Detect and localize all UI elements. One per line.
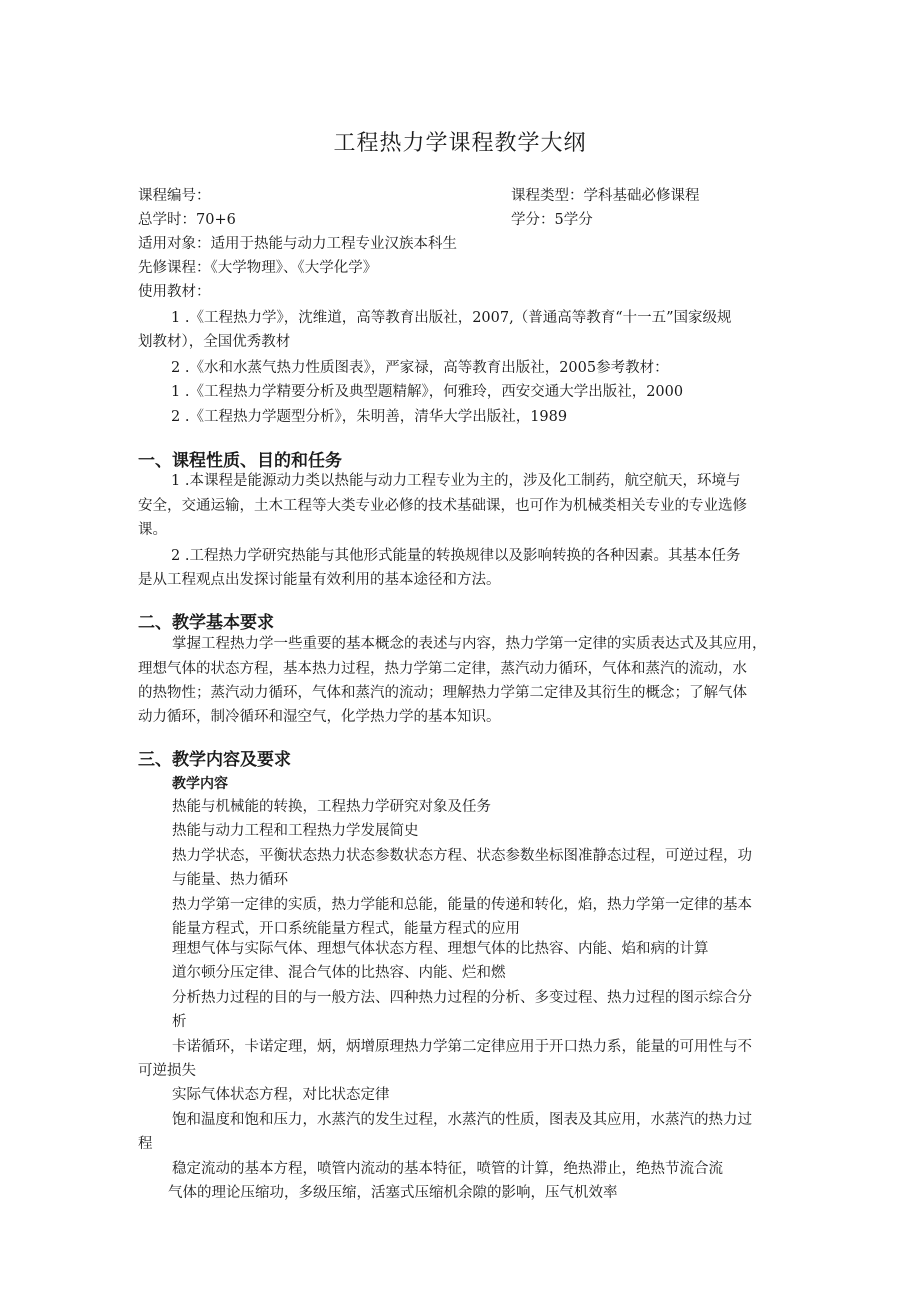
content-line: 卡诺循环，卡诺定理，炳，炳增原理热力学第二定律应用于开口热力系，能量的可用性与不 <box>172 1039 752 1055</box>
course-code: 课程编号： <box>138 188 211 204</box>
textbook-line: 划教材），全国优秀教材 <box>138 334 291 350</box>
target-audience: 适用对象：适用于热能与动力工程专业汉族本科生 <box>138 236 457 252</box>
content-line: 气体的理论压缩功，多级压缩，活塞式压缩机余隙的影响，压气机效率 <box>168 1185 618 1201</box>
section-1-heading: 一、课程性质、目的和任务 <box>138 451 342 471</box>
section-2-line: 掌握工程热力学一些重要的基本概念的表述与内容，热力学第一定律的实质表达式及其应用， <box>172 636 767 652</box>
content-line: 能量方程式，开口系统能量方程式，能量方程式的应用 <box>172 921 520 937</box>
total-hours: 总学时：70+6 <box>138 212 236 228</box>
section-2-heading: 二、教学基本要求 <box>138 613 274 633</box>
content-line: 饱和温度和饱和压力，水蒸汽的发生过程，水蒸汽的性质，图表及其应用，水蒸汽的热力过 <box>172 1112 752 1128</box>
content-line: 热力学第一定律的实质，热力学能和总能，能量的传递和转化，焰，热力学第一定律的基本 <box>172 897 752 913</box>
section-3-subheading: 教学内容 <box>172 776 228 792</box>
section-1-line: 1 .本课程是能源动力类以热能与动力工程专业为主的，涉及化工制药，航空航天，环境与 <box>171 473 741 489</box>
content-line: 热能与机械能的转换，工程热力学研究对象及任务 <box>172 799 491 815</box>
section-3-heading: 三、教学内容及要求 <box>138 750 291 770</box>
section-1-line: 安全，交通运输，土木工程等大类专业必修的技术基础课，也可作为机械类相关专业的专业选修 <box>138 498 747 514</box>
content-line: 可逆损失 <box>138 1063 196 1079</box>
textbook-line: 1 .《工程热力学》，沈维道，高等教育出版社，2007,（普通高等教育“十一五”国家级规 <box>171 310 732 326</box>
content-line: 分析热力过程的目的与一般方法、四种热力过程的分析、多变过程、热力过程的图示综合分 <box>172 990 752 1006</box>
course-type: 课程类型：学科基础必修课程 <box>511 188 700 204</box>
document-title: 工程热力学课程教学大纲 <box>333 131 587 156</box>
section-1-line: 2 .工程热力学研究热能与其他形式能量的转换规律以及影响转换的各种因素。其基本任务 <box>171 548 741 564</box>
textbook-line: 1 .《工程热力学精要分析及典型题精解》，何雅玲，西安交通大学出版社，2000 <box>171 384 684 400</box>
textbook-label: 使用教材： <box>138 284 211 300</box>
section-1-line: 是从工程观点出发探讨能量有效利用的基本途径和方法。 <box>138 572 501 588</box>
content-line: 理想气体与实际气体、理想气体状态方程、理想气体的比热容、内能、焰和病的计算 <box>172 941 709 957</box>
textbook-line: 2 .《水和水蒸气热力性质图表》，严家禄，高等教育出版社，2005参考教材： <box>171 360 669 376</box>
content-line: 稳定流动的基本方程，喷管内流动的基本特征，喷管的计算，绝热滞止，绝热节流合流 <box>172 1161 723 1177</box>
prerequisites: 先修课程：《大学物理》、《大学化学》 <box>138 260 378 276</box>
content-line: 实际气体状态方程，对比状态定律 <box>172 1087 390 1103</box>
textbook-line: 2 .《工程热力学题型分析》，朱明善，清华大学出版社，1989 <box>171 409 568 425</box>
section-2-line: 理想气体的状态方程，基本热力过程，热力学第二定律，蒸汽动力循环，气体和蒸汽的流动，水 <box>138 661 747 677</box>
content-line: 热力学状态，平衡状态热力状态参数状态方程、状态参数坐标图准静态过程，可逆过程，功 <box>172 848 752 864</box>
content-line: 与能量、热力循环 <box>172 872 288 888</box>
content-line: 道尔顿分压定律、混合气体的比热容、内能、烂和燃 <box>172 965 506 981</box>
section-1-line: 课。 <box>138 522 167 538</box>
section-2-line: 动力循环，制冷循环和湿空气，化学热力学的基本知识。 <box>138 709 501 725</box>
content-line: 热能与动力工程和工程热力学发展简史 <box>172 823 419 839</box>
content-line: 程 <box>138 1136 153 1152</box>
content-line: 析 <box>172 1014 187 1030</box>
credits: 学分：5学分 <box>511 212 593 228</box>
section-2-line: 的热物性；蒸汽动力循环，气体和蒸汽的流动；理解热力学第二定律及其衍生的概念；了解气体 <box>138 685 747 701</box>
